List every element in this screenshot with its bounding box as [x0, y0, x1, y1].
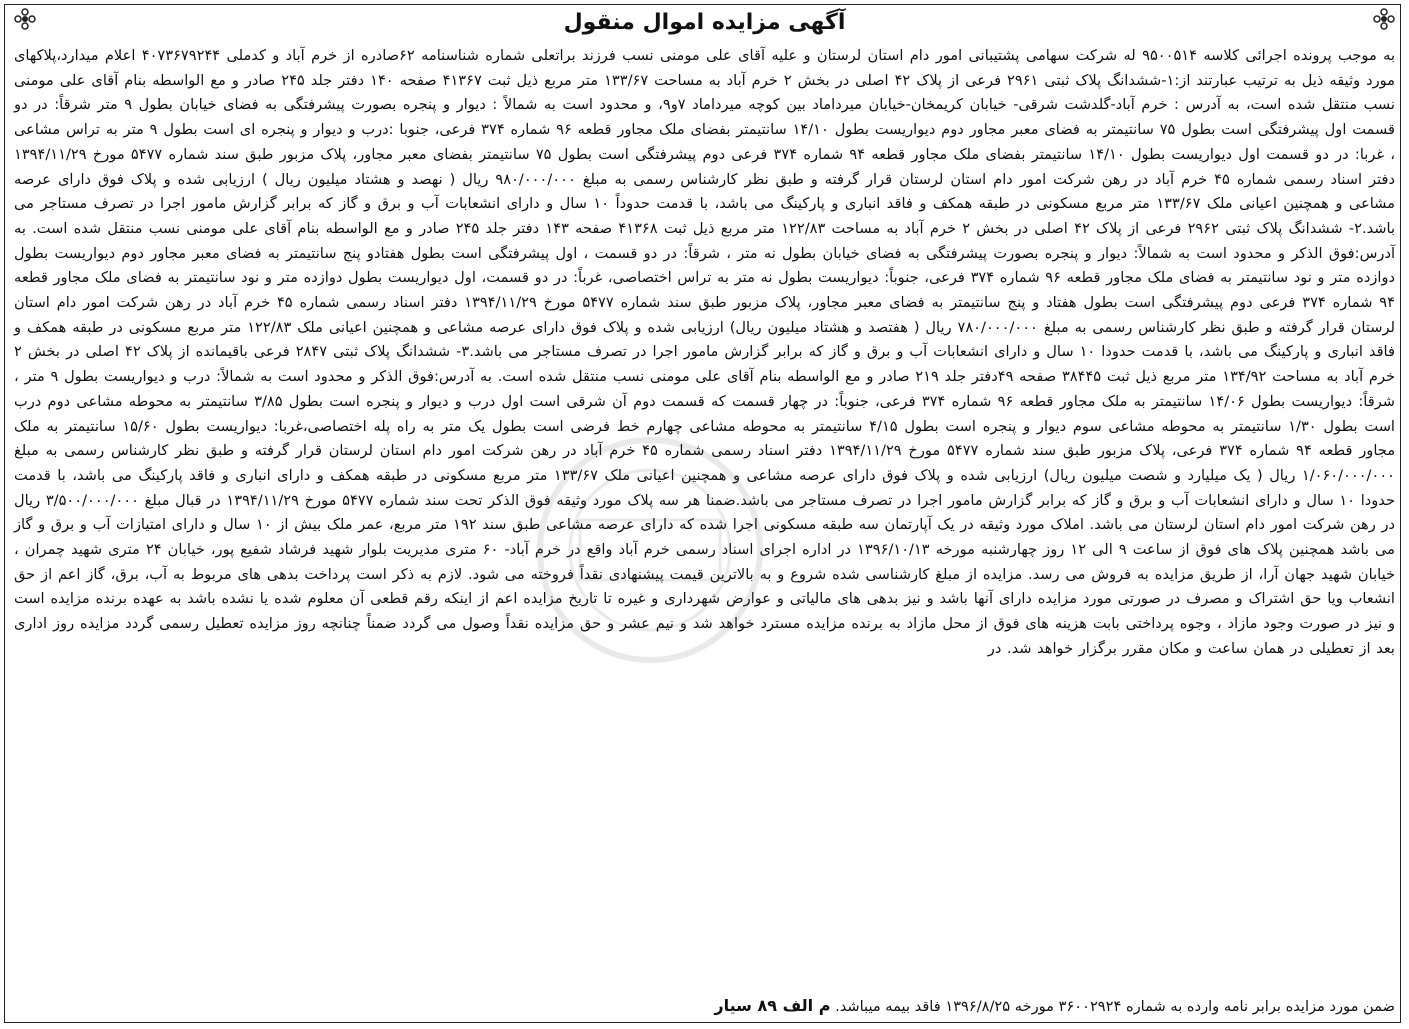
footer-text: ضمن مورد مزایده برابر نامه وارده به شماره ۳۶۰۰۲۹۲۴ مورخه ۱۳۹۶/۸/۲۵ فاقد بیمه میباشد. [835, 998, 1395, 1015]
page-title: آگهی مزایده اموال منقول [563, 10, 846, 35]
announcement-footer [14, 994, 1395, 1019]
signature-code: م الف ۸۹ سیار [714, 996, 831, 1015]
announcement-body: به موجب پرونده اجرائی کلاسه ۹۵۰۰۵۱۴ له شرکت سهامی پشتیبانی امور دام استان لرستان و علیه آقای علی مومنی نسب فرزند براتعلی شماره شناسنامه ۶۲صادره از خرم آباد و کدملی ۴۰۷۳۶۷۹۲۴۴ اعلام میدارد،پلاکهای مورد وثیقه ذیل به ترتیب عبارتند از:۱-ششدانگ پلاک ثبتی ۲۹۶۱ فرعی از پلاک ۴۲ اصلی در بخش ۲ خرم آباد به مساحت ۱۳۳/۶۷ متر مربع ذیل ثبت ۴۱۳۶۷ صفحه ۱۴۰ دفتر جلد ۲۴۵ صادر و مع الواسطه بنام آقای علی مومنی نسب منتقل شده است، به آدرس : خرم آباد-گلدشت شرقی- خیابان کریمخان-خیابان میرداماد بین کوچه میرداماد ۷و۹، و محدود است به شمالاً : دیوار و پنجره بصورت پیشرفتگی به فضای خیابان بطول ۹ متر شرقاً: در دو قسمت اول پیشرفتگی است بطول ۷۵ سانتیمتر به فضای معبر مجاور دوم دیواریست بطول ۱۴/۱۰ سانتیمتر بفضای ملک مجاور قطعه ۹۶ شماره ۳۷۴ فرعی، جنوبا :درب و دیوار و پنجره ای است بطول ۹ متر به تراس مشاعی ، غربا: در دو قسمت اول دیواریست بطول ۱۴/۱۰ سانتیمتر بفضای ملک مجاور قطعه ۹۴ شماره ۳۷۴ فرعی دوم پیشرفتگی است بطول ۷۵ سانتیمتر بفضای معبر مجاور، پلاک مزبور طبق سند شماره ۵۴۷۷ مورخ ۱۳۹۴/۱۱/۲۹ دفتر اسناد رسمی شماره ۴۵ خرم آباد در رهن شرکت امور دام استان لرستان قرار گرفته و طبق نظر کارشناس رسمی به مبلغ ۹۸۰/۰۰۰/۰۰۰ ریال ( نهصد و هشتاد میلیون ریال ) ارزیابی شده و پلاک فوق دارای عرصه مشاعی و همچنین اعیانی ملک ۱۳۳/۶۷ متر مربع مسکونی در طبقه همکف و فاقد انباری و پارکینگ می باشد، با قدمت حدوداً ۱۰ سال و دارای انشعابات آب و برق و گاز که برابر گزارش مامور اجرا در تصرف مستاجر می باشد.۲- ششدانگ پلاک ثبتی ۲۹۶۲ فرعی از پلاک ۴۲ اصلی در بخش ۲ خرم آباد به مساحت ۱۲۲/۸۳ متر مربع ذیل ثبت ۴۱۳۶۸ صفحه ۱۴۳ دفتر جلد ۲۴۵ صادر و مع الواسطه بنام آقای علی مومنی نسب منتقل شده است. به آدرس:فوق الذکر و محدود است به شمالاً: دیوار و پنجره بصورت پیشرفتگی به فضای خیابان بطول نه متر ، شرقاً: در دو قسمت ، اول پیشرفتگی است بطول هفتادو پنج سانتیمتر به فضای معبر مجاور دوم دیواریست بطول دوازده متر و نود سانتیمتر به فضای ملک مجاور قطعه ۹۶ شماره ۳۷۴ فرعی، جنوباً: دیواریست بطول نه متر به تراس اختصاصی، غرباً: در دو قسمت، اول دیواریست بطول دوازده متر و نود سانتیمتر به فضای ملک مجاور قطعه ۹۴ شماره ۳۷۴ فرعی دوم پیشرفتگی است بطول هفتاد و پنج سانتیمتر به فضای معبر مجاور، پلاک مزبور طبق سند شماره ۵۴۷۷ مورخ ۱۳۹۴/۱۱/۲۹ دفتر اسناد رسمی شماره ۴۵ خرم آباد در رهن شرکت امور دام استان لرستان قرار گرفته و طبق نظر کارشناس رسمی به مبلغ ۷۸۰/۰۰۰/۰۰۰ ریال ( هفتصد و هشتاد میلیون ریال) ارزیابی شده و پلاک فوق دارای عرصه مشاعی و همچنین اعیانی ملک ۱۲۲/۸۳ متر مربع مسکونی در طبقه همکف و فاقد انباری و پارکینگ می باشد، با قدمت حدودا ۱۰ سال و دارای انشعابات آب و برق و گاز که برابر گزارش مامور اجرا در تصرف مستاجر می باشد.۳- ششدانگ پلاک ثبتی ۲۸۴۷ فرعی باقیمانده از پلاک ۴۲ اصلی در بخش ۲ خرم آباد به مساحت ۱۳۴/۹۲ متر مربع ذیل ثبت ۳۸۴۴۵ صفحه ۴۹دفتر جلد ۲۱۹ صادر و مع الواسطه بنام آقای علی مومنی نسب منتقل شده است. به آدرس:فوق الذکر و محدود است به شمالاً: درب و دیواریست بطول ۹ متر ، شرقاً: دیواریست بطول ۱۴/۰۶ سانتیمتر به ملک مجاور قطعه ۹۶ شماره ۳۷۴ فرعی، جنوباً: در چهار قسمت که قسمت دوم آن شرقی است اول درب و دیوار و پنجره است بطول ۳/۸۵ سانتیمتر به محوطه مشاعی دوم درب است بطول ۱/۳۰ سانتیمتر به محوطه مشاعی سوم دیوار و پنجره است بطول ۴/۱۵ سانتیمتر به محوطه مشاعی چهارم خط فرضی است بطول یک متر به راه پله اختصاصی،غربا: دیواریست بطول ۱۵/۶۰ سانتیمتر به ملک مجاور قطعه ۹۴ شماره ۳۷۴ فرعی، پلاک مزبور طبق سند شماره ۵۴۷۷ مورخ ۱۳۹۴/۱۱/۲۹ دفتر اسناد رسمی شماره ۴۵ خرم آباد در رهن شرکت امور دام استان لرستان قرار گرفته و طبق نظر کارشناس رسمی به مبلغ ۱/۰۶۰/۰۰۰/۰۰۰ ریال ( یک میلیارد و شصت میلیون ریال) ارزیابی شده و پلاک فوق دارای عرصه مشاعی و همچنین اعیانی ملک ۱۳۳/۶۷ متر مربع مسکونی در طبقه همکف و دارای انباری و فاقد پارکینگ می باشد، با قدمت حدودا ۱۰ سال و دارای انشعابات آب و برق و گاز که برابر گزارش مامور اجرا در تصرف مستاجر می باشد.ضمنا هر سه پلاک مورد وثیقه فوق الذکر تحت سند شماره ۵۴۷۷ مورخ ۱۳۹۴/۱۱/۲۹ در قبال مبلغ ۳/۵۰۰/۰۰۰/۰۰۰ ریال در رهن شرکت امور دام استان لرستان می باشد. املاک مورد وثیقه در یک آپارتمان سه طبقه مسکونی اجرا شده که دارای عرصه مشاعی طبق سند ۱۹۲ متر مربع، عمر ملک بیش از ۱۰ سال و دارای امتیازات آب و برق و گاز می باشد همچنین پلاک های فوق از ساعت ۹ الی ۱۲ روز چهارشنبه مورخه ۱۳۹۶/۱۰/۱۳ در اداره اجرای اسناد رسمی خرم آباد واقع در خرم آباد- ۶۰ متری مدیریت بلوار شهید فرشاد شفیع پور، خیابان ۲۴ متری شهید چمران ، خیابان شهید جهان آرا، از طریق مزایده به فروش می رسد. مزایده از مبلغ کارشناسی شده شروع و به بالاترین قیمت پیشنهادی نقداً فروخته می شود. لازم به ذکر است پرداخت بدهی های مربوط به آب، برق، گاز اعم از حق انشعاب ویا حق اشتراک و مصرف در صورتی مورد مزایده دارای آنها باشد و نیز بدهی های مالیاتی و عوارض شهرداری و غیره تا تاریخ مزایده اعم از اینکه رقم قطعی آن معلوم شده یا نشده باشد به عهده برنده مزایده است و نیز در صورت وجود مازاد ، وجوه پرداختی بابت هزینه های فوق از محل مازاد به برنده مزایده مسترد خواهد شد و نیم عشر و حق مزایده نقداً وصول می گردد ضمناً چنانچه روز مزایده تعطیل رسمی گردد مزایده روز اداری بعد از تعطیلی در همان ساعت و مکان مقرر برگزار خواهد شد. در [14, 47, 1396, 657]
